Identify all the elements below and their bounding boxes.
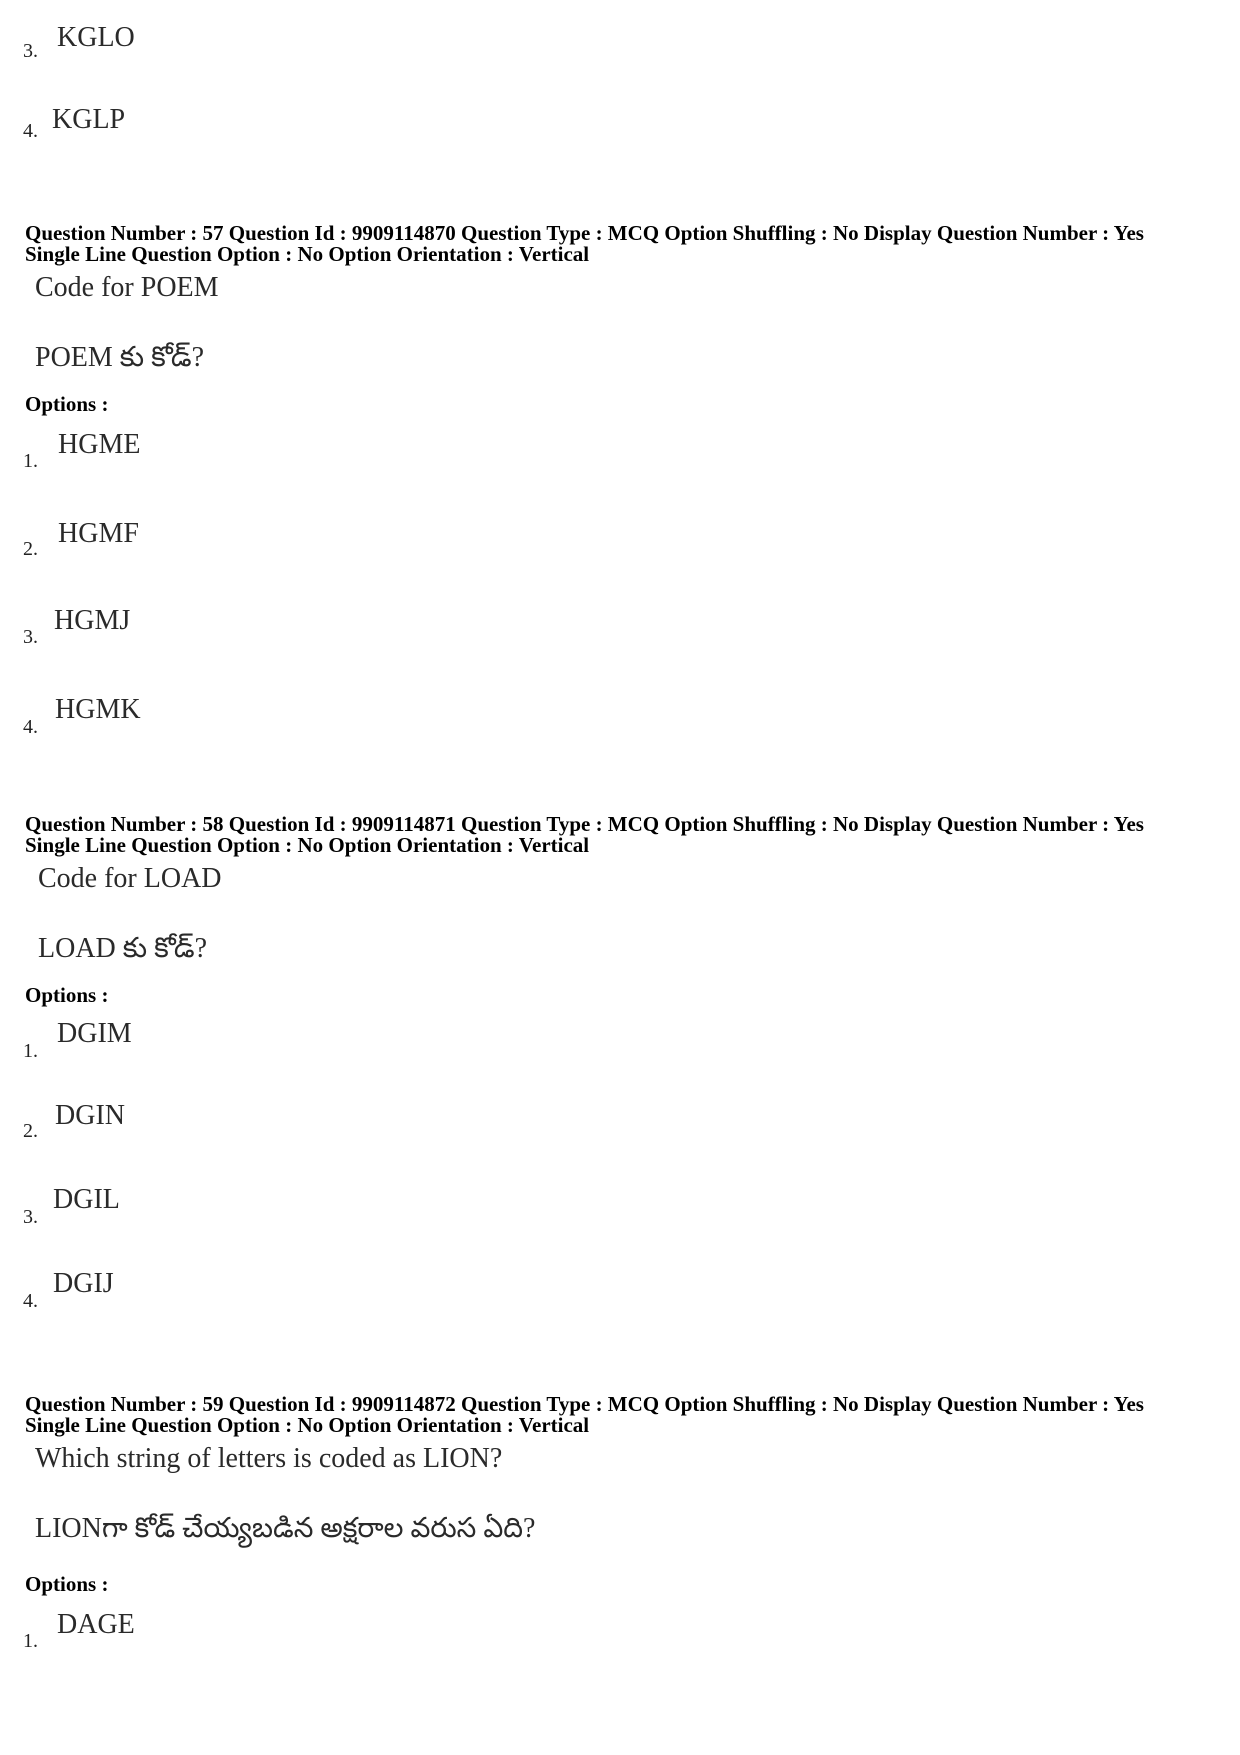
option-number: 3.: [23, 1206, 38, 1228]
option-text: HGMK: [55, 694, 141, 725]
question-text-telugu: LOAD కు కోడ్?: [38, 933, 208, 964]
option-text: DAGE: [57, 1609, 135, 1640]
option-number: 2.: [23, 538, 38, 560]
option-text: DGIM: [57, 1018, 132, 1049]
question-text-telugu: LIONగా కోడ్ చేయ్యబడిన అక్షరాల వరుస ఏది?: [35, 1513, 536, 1544]
option-number: 1.: [23, 450, 38, 472]
option-text: DGIJ: [53, 1268, 114, 1299]
option-number: 1.: [23, 1040, 38, 1062]
question-meta-line1: Question Number : 57 Question Id : 9909114870 Question Type : MCQ Option Shuffling : No Display Question Number : Yes: [25, 221, 1144, 245]
option-text: HGMJ: [54, 605, 131, 636]
options-label: Options :: [25, 1572, 109, 1596]
option-number: 3.: [23, 626, 38, 648]
question-meta-line2: Single Line Question Option : No Option Orientation : Vertical: [25, 833, 590, 857]
option-number: 4.: [23, 120, 38, 142]
options-label: Options :: [25, 392, 109, 416]
option-text: DGIL: [53, 1184, 120, 1215]
question-text-english: Code for LOAD: [38, 863, 222, 894]
option-number: 1.: [23, 1630, 38, 1652]
option-text: DGIN: [55, 1100, 125, 1131]
question-meta-line2: Single Line Question Option : No Option Orientation : Vertical: [25, 242, 590, 266]
option-number: 2.: [23, 1120, 38, 1142]
question-text-telugu: POEM కు కోడ్?: [35, 342, 205, 373]
option-text: KGLP: [52, 104, 126, 135]
option-number: 4.: [23, 1290, 38, 1312]
question-meta-line2: Single Line Question Option : No Option Orientation : Vertical: [25, 1413, 590, 1437]
option-text: HGME: [58, 429, 141, 460]
question-text-english: Which string of letters is coded as LION?: [35, 1443, 503, 1474]
question-meta-line1: Question Number : 58 Question Id : 9909114871 Question Type : MCQ Option Shuffling : No Display Question Number : Yes: [25, 812, 1144, 836]
options-label: Options :: [25, 983, 109, 1007]
option-number: 4.: [23, 716, 38, 738]
question-meta-line1: Question Number : 59 Question Id : 9909114872 Question Type : MCQ Option Shuffling : No Display Question Number : Yes: [25, 1392, 1144, 1416]
option-number: 3.: [23, 40, 38, 62]
option-text: HGMF: [58, 518, 139, 549]
option-text: KGLO: [57, 22, 135, 53]
question-text-english: Code for POEM: [35, 272, 219, 303]
